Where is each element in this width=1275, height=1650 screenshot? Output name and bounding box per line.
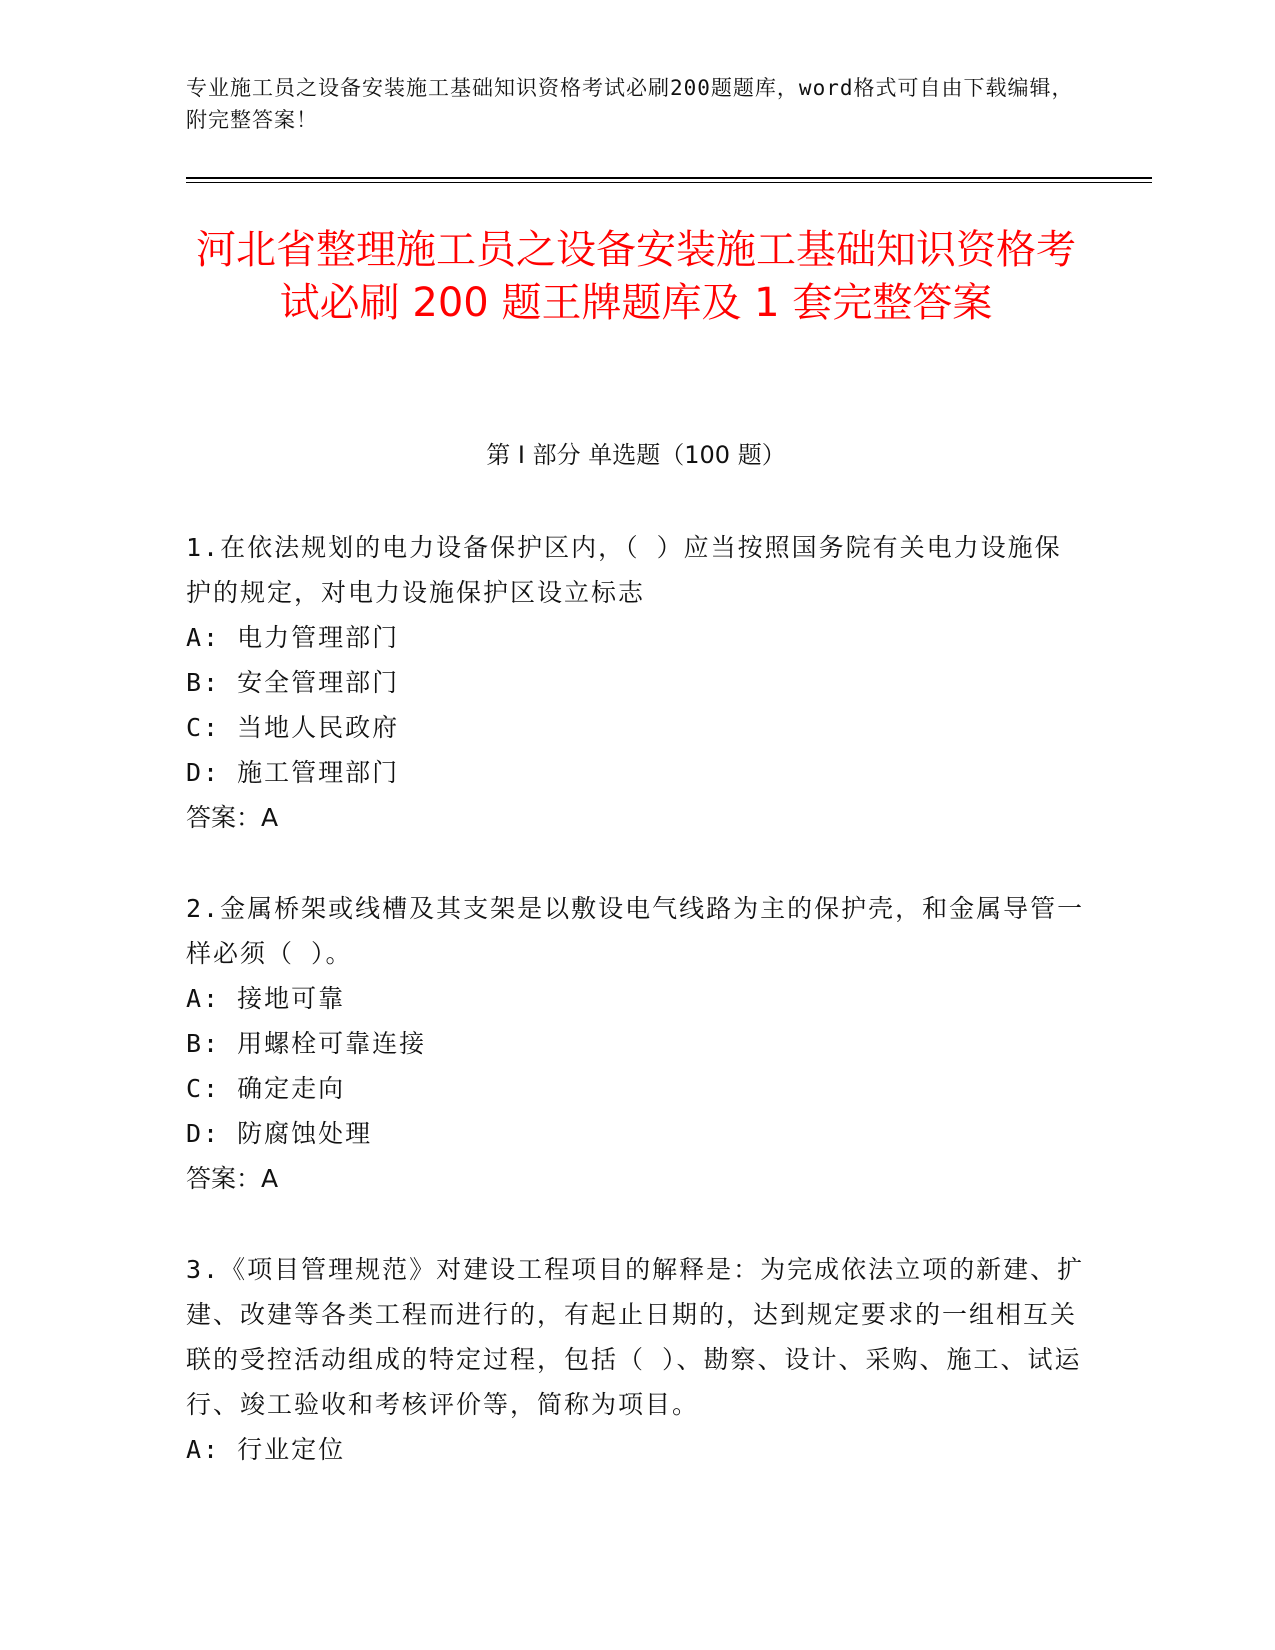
document-title: 河北省整理施工员之设备安装施工基础知识资格考试必刷 200 题王牌题库及 1 套完整答案 (196, 227, 1076, 326)
option-a: A: 电力管理部门 (186, 623, 400, 652)
question-2 (186, 886, 1086, 1201)
section-heading: 第 I 部分 单选题（100 题） (486, 441, 786, 469)
option-c: C: 确定走向 (186, 1074, 346, 1103)
option-b: B: 安全管理部门 (186, 668, 400, 697)
question-text: 2.金属桥架或线槽及其支架是以敷设电气线路为主的保护壳，和金属导管一样必须（ ）。 (186, 894, 1085, 968)
header-rule-thin (186, 182, 1152, 183)
option-a: A: 接地可靠 (186, 984, 346, 1013)
question-text: 1.在依法规划的电力设备保护区内，（ ）应当按照国务院有关电力设施保护的规定，对电力设施保护区设立标志 (186, 533, 1062, 607)
answer: 答案：A (186, 803, 279, 832)
question-1 (186, 525, 1086, 840)
header-note: 专业施工员之设备安装施工基础知识资格考试必刷200题题库，word格式可自由下载编辑，附完整答案！ (186, 76, 1074, 132)
option-c: C: 当地人民政府 (186, 713, 400, 742)
answer: 答案：A (186, 1164, 279, 1193)
option-a: A: 行业定位 (186, 1435, 346, 1464)
question-3 (186, 1247, 1086, 1472)
option-b: B: 用螺栓可靠连接 (186, 1029, 427, 1058)
question-text: 3.《项目管理规范》对建设工程项目的解释是：为完成依法立项的新建、扩建、改建等各类工程而进行的，有起止日期的，达到规定要求的一组相互关联的受控活动组成的特定过程，包括（ ）、勘察、设计、采购、施工、试运行、竣工验收和考核评价等，简称为项目。 (186, 1255, 1085, 1419)
option-d: D: 施工管理部门 (186, 758, 400, 787)
header-rule-thick (186, 177, 1152, 179)
option-d: D: 防腐蚀处理 (186, 1119, 373, 1148)
